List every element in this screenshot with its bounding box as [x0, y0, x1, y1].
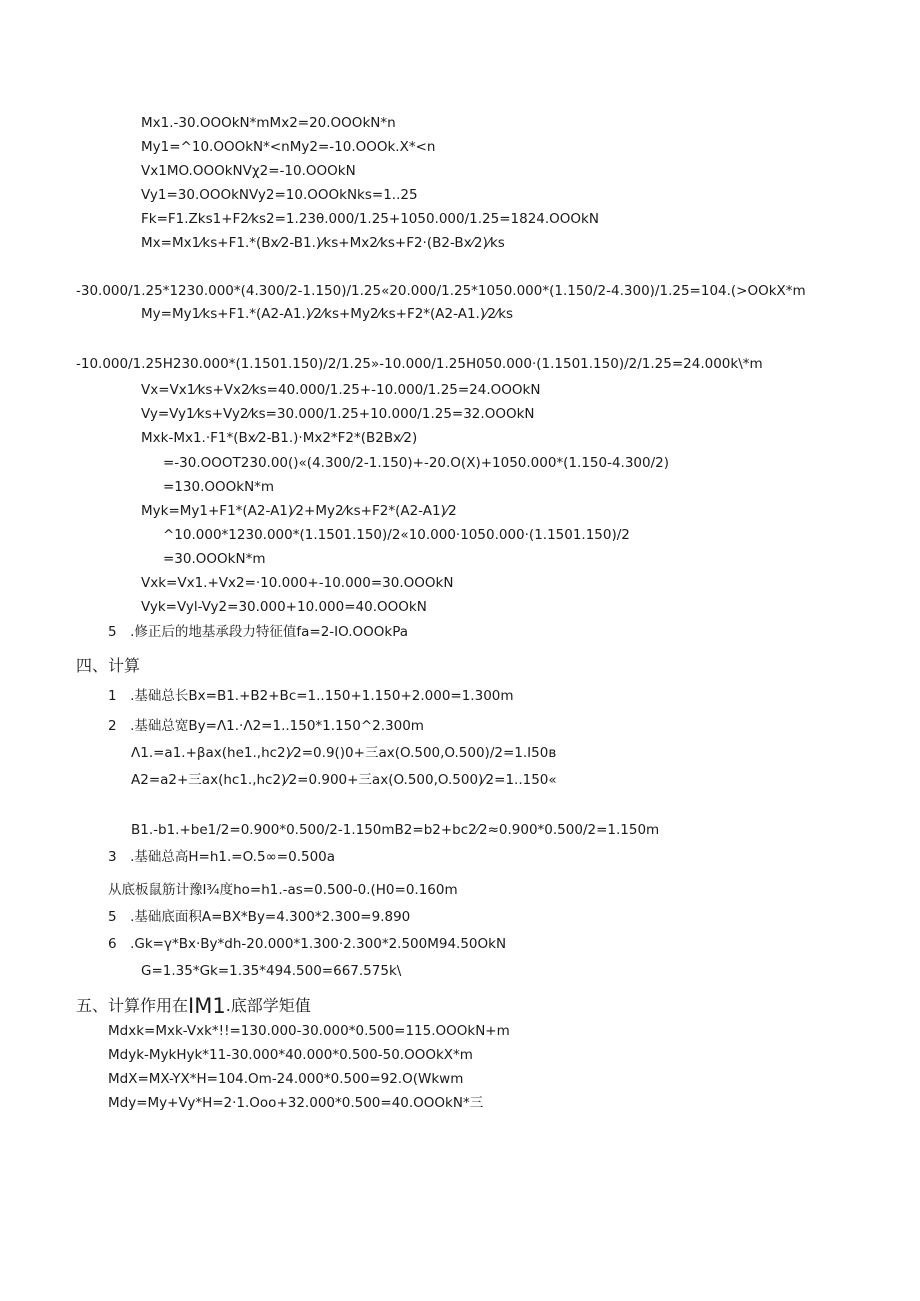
myk-formula: Myk=My1+F1*(A2-A1)⁄2+My2⁄ks+F2*(A2-A1)⁄2	[141, 503, 457, 519]
vxk-line: Vxk=Vx1.+Vx2=·10.000+-10.000=30.OOOkN	[141, 575, 454, 591]
my-formula: My=My1⁄ks+F1.*(A2-A1.)⁄2⁄ks+My2⁄ks+F2*(A2-A1.)⁄2⁄ks	[141, 306, 514, 322]
mx-substitution: -30.000/1.25*1230.000*(4.300/2-1.150)/1.25«20.000/1.25*1050.000*(1.150/2-4.300)/1.25=104.(>OOkX*m	[76, 283, 806, 299]
mx-formula: Mx=Mx1⁄ks+F1.*(Bx⁄2-B1.)⁄ks+Mx2⁄ks+F2·(B2-Bx⁄2)⁄ks	[141, 235, 505, 251]
mxk-formula: Mxk-Mx1.·F1*(Bx⁄2-B1.)·Mx2*F2*(B2Bx⁄2)	[141, 430, 418, 446]
vy-line: Vy=Vy1⁄ks+Vy2⁄ks=30.000/1.25+10.000/1.25=32.OOOkN	[141, 406, 535, 422]
heading-part-2: IM1	[188, 994, 226, 1018]
base-area-line: 5 .基础底面积A=BX*By=4.300*2.300=9.890	[108, 909, 411, 925]
total-length-line: 1 .基础总长Bx=B1.+B2+Bc=1..150+1.150+2.000=1.300m	[108, 688, 514, 704]
myk-substitution: ^10.000*1230.000*(1.1501.150)/2«10.000·1050.000·(1.1501.150)/2	[163, 527, 630, 543]
my-substitution: -10.000/1.25H230.000*(1.1501.150)/2/1.25»-10.000/1.25H050.000·(1.1501.150)/2/1.25=24.000k\*m	[76, 356, 763, 372]
mxk-result: =130.OOOkN*m	[163, 479, 275, 495]
bearing-capacity-line: 5 .修正后的地基承段力特征值fa=2-IO.OOOkPa	[108, 624, 409, 640]
vyk-line: Vyk=Vyl-Vy2=30.000+10.000=40.OOOkN	[141, 599, 427, 615]
heading-part-3: .底部学矩值	[225, 996, 311, 1015]
mdx-line: MdX=MX-YX*H=104.Om-24.000*0.500=92.O(Wkwm	[108, 1071, 464, 1087]
mdxk-line: Mdxk=Mxk-Vxk*!!=130.000-30.000*0.500=115.OOOkN+m	[108, 1023, 510, 1039]
shear-y-inputs: Vy1=30.OOOkNVy2=10.OOOkNks=1..25	[141, 187, 418, 203]
a1-line: Λ1.=a1.+βax(he1.,hc2)⁄2=0.9()0+三ax(O.500,O.500)/2=1.I50в	[131, 745, 557, 761]
moment-y-inputs: My1=^10.OOOkN*<nMy2=-10.OOOk.X*<n	[141, 139, 436, 155]
heading-part-1: 五、计算作用在	[76, 996, 189, 1015]
total-width-line: 2 .基础总宽By=Λ1.·Λ2=1..150*1.150^2.300m	[108, 718, 424, 734]
vx-line: Vx=Vx1⁄ks+Vx2⁄ks=40.000/1.25+-10.000/1.25=24.OOOkN	[141, 382, 541, 398]
a2-line: A2=a2+三ax(hc1.,hc2)⁄2=0.900+三ax(O.500,O.500)⁄2=1..150«	[131, 772, 557, 788]
section-heading-calculation: 四、计算	[76, 656, 141, 675]
myk-result: =30.OOOkN*m	[163, 551, 266, 567]
b1-b2-line: B1.-b1.+be1/2=0.900*0.500/2-1.150mB2=b2+bc2⁄2≈0.900*0.500/2=1.150m	[131, 822, 660, 838]
axial-force-line: Fk=F1.Zks1+F2⁄ks2=1.23θ.000/1.25+1050.000/1.25=1824.OOOkN	[141, 211, 599, 227]
mxk-substitution: =-30.OOOT230.00()«(4.300/2-1.150)+-20.O(X)+1050.000*(1.150-4.300/2)	[163, 455, 670, 471]
design-weight-line: G=1.35*Gk=1.35*494.500=667.575k\	[141, 963, 402, 979]
shear-x-inputs: Vx1MO.OOOkNVχ2=-10.OOOkN	[141, 163, 356, 179]
mdyk-line: Mdyk-MykHyk*11-30.000*40.000*0.500-50.OOOkX*m	[108, 1047, 473, 1063]
total-height-line: 3 .基础总高H=h1.=O.5∞=0.500a	[108, 849, 336, 865]
moment-x-inputs: Mx1.-30.OOOkN*mMx2=20.OOOkN*n	[141, 115, 396, 131]
effective-depth-line: 从底板鼠筋计豫I¾度ho=h1.-as=0.500-0.(H0=0.160m	[108, 882, 458, 898]
self-weight-line: 6 .Gk=γ*Bx·By*dh-20.000*1.300·2.300*2.500M94.50OkN	[108, 936, 507, 952]
section-heading-moments	[76, 995, 311, 1017]
mdy-line: Mdy=My+Vy*H=2·1.Ooo+32.000*0.500=40.OOOkN*三	[108, 1095, 484, 1111]
